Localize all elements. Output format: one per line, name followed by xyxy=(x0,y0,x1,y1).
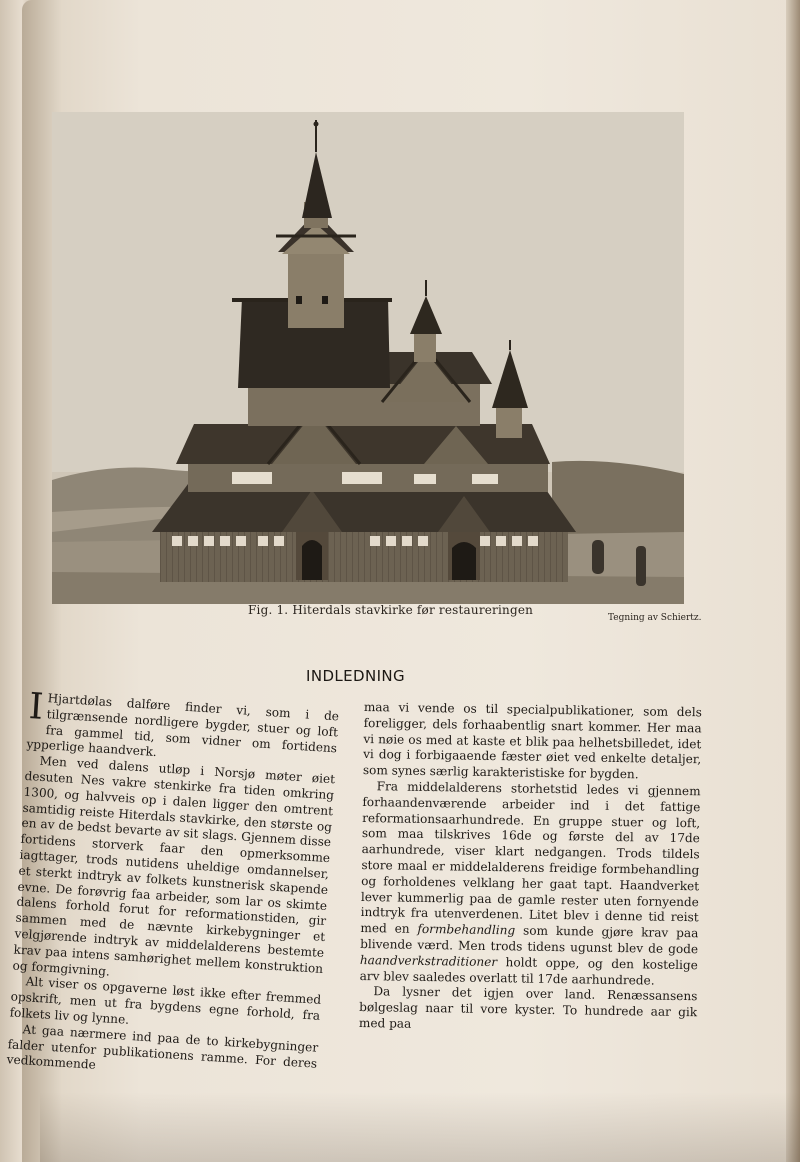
text-column-left xyxy=(6,686,340,1088)
italic-term: formbehandling xyxy=(417,922,516,938)
stave-church-illustration xyxy=(52,112,684,604)
paragraph-text: Hjartdølas dalføre finder vi, som i de tilgrænsende nordligere bygder, stuer og loft fra gammel tid, som vidner om fortidens ypperlige haandverk. xyxy=(26,691,340,760)
text-column-right xyxy=(359,700,702,1037)
paragraph-text: holdt oppe, og den kostelige arv blev saaledes overlatt til 17de aarhundrede. xyxy=(359,954,698,988)
paragraph: maa vi vende os til specialpublikationer, som dels foreligger, dels forhaabentlig snart kommer. Her maa vi nøie os med at kaste et blik paa helhetsbilledet, idet vi dog i forbigaaende fæster øiet ved enkelte detaljer, som synes særlig karakteristiske for bygden. xyxy=(362,700,702,782)
page-shadow xyxy=(40,1092,800,1162)
paragraph: At gaa nærmere ind paa de to kirkebygninger falder utenfor publikationens ramme. For deres vedkommende xyxy=(6,1021,319,1073)
paragraph: Men ved dalens utløp i Norsjø møter øiet desuten Nes vakre stenkirke fra tiden omkring 1300, og halvveis op i dalen ligger den omtrent samtidig reiste Hiterdals stavkirke, den største og en av de bedst bevarte av sit slags. Gjennem disse fortidens storverk faar den opmerksomme iagttager, trods nutidens uheldige omdannelser, et sterkt indtryk av folkets kunstnerisk skapende evne. De forøvrig faa arbeider, som lar os skimte dalens forhold forut for reformationstiden, gir sammen med de nævnte kirkebygninger et velgjørende indtryk av middelalderens bestemte krav paa intens samhørighet mellem konstruktion og formgivning. xyxy=(12,753,336,979)
paragraph: Da lysner det igjen over land. Renæssansens bølgeslag naar til vore kyster. To hundrede aar gik med paa xyxy=(358,984,698,1031)
paragraph-text: som kunde gjøre krav paa blivende værd. Men trods tidens ugunst blev de gode xyxy=(360,923,699,957)
page-binding-edge xyxy=(786,0,800,1162)
section-heading: INDLEDNING xyxy=(306,667,406,685)
italic-term: haandverkstraditioner xyxy=(359,952,498,969)
figure-credit: Tegning av Schiertz. xyxy=(608,613,702,623)
paragraph xyxy=(360,779,701,990)
drop-cap: I xyxy=(27,686,45,728)
paragraph-text: Fra middelalderens storhetstid ledes vi gjennem forhaandenværende arbeider ind i det fattige reformationsaarhundrede. En gruppe stuer og loft, som maa tilskrives 16de og første del av 17de aarhundrede, viser klart nedgangen. Trods tildels store maal er middelalderens freidige formbehandling og forholdenes velklang her gaat tapt. Haandverket lever kummerlig paa de gamle rester uten fornyende indtryk fra utenverdenen. Litet blev i denne tid reist med en xyxy=(360,779,701,937)
paragraph: Alt viser os opgaverne løst ikke efter fremmed opskrift, men ut fra bygdens egne forhold, fra folkets liv og lynne. xyxy=(9,974,322,1027)
figure-caption: Fig. 1. Hiterdals stavkirke før restaureringen xyxy=(248,603,534,617)
